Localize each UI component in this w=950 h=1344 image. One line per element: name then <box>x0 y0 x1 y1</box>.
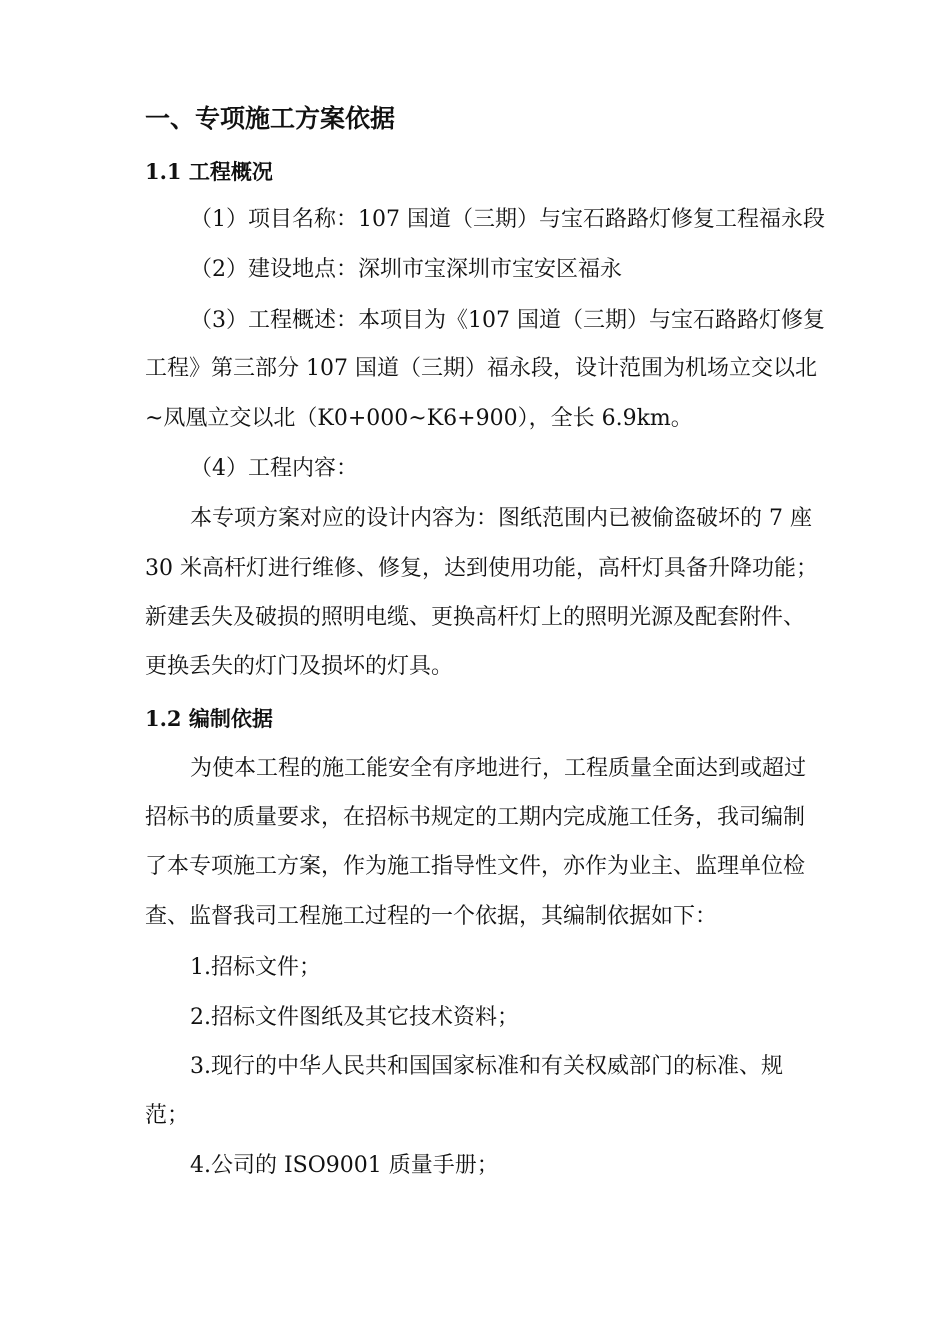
project-name-line: （1）项目名称：107 国道（三期）与宝石路路灯修复工程福永段 <box>190 207 825 232</box>
basis-item-3-line-1: 3.现行的中华人民共和国国家标准和有关权威部门的标准、规 <box>190 1054 783 1079</box>
overview-line-3: ~凤凰立交以北（K0+000~K6+900），全长 6.9km。 <box>145 406 693 431</box>
overview-line-1: （3）工程概述：本项目为《107 国道（三期）与宝石路路灯修复 <box>190 308 825 333</box>
main-heading: 一、专项施工方案依据 <box>145 104 396 133</box>
basis-intro-line-1: 为使本工程的施工能安全有序地进行，工程质量全面达到或超过 <box>190 756 807 781</box>
construction-site-line: （2）建设地点：深圳市宝深圳市宝安区福永 <box>190 257 622 282</box>
section-title-1-2: 1.2 编制依据 <box>145 706 273 731</box>
basis-item-3-line-2: 范； <box>145 1103 190 1128</box>
overview-line-2: 工程》第三部分 107 国道（三期）福永段，设计范围为机场立交以北 <box>145 356 817 381</box>
basis-item-2: 2.招标文件图纸及其它技术资料； <box>190 1005 519 1030</box>
basis-intro-line-3: 了本专项施工方案，作为施工指导性文件，亦作为业主、监理单位检 <box>145 854 806 879</box>
work-content-line-3: 新建丢失及破损的照明电缆、更换高杆灯上的照明光源及配套附件、 <box>145 605 806 630</box>
basis-intro-line-2: 招标书的质量要求，在招标书规定的工期内完成施工任务，我司编制 <box>145 805 806 830</box>
basis-intro-line-4: 查、监督我司工程施工过程的一个依据，其编制依据如下： <box>145 904 718 929</box>
section-title-1-1: 1.1 工程概况 <box>145 159 273 184</box>
work-content-line-4: 更换丢失的灯门及损坏的灯具。 <box>145 654 454 679</box>
work-content-line-1: 本专项方案对应的设计内容为：图纸范围内已被偷盗破坏的 7 座 <box>190 506 812 531</box>
basis-item-1: 1.招标文件； <box>190 955 321 980</box>
work-content-line-2: 30 米高杆灯进行维修、修复，达到使用功能，高杆灯具备升降功能； <box>145 556 818 581</box>
work-content-label: （4）工程内容： <box>190 456 358 481</box>
basis-item-4: 4.公司的 ISO9001 质量手册； <box>190 1153 499 1178</box>
